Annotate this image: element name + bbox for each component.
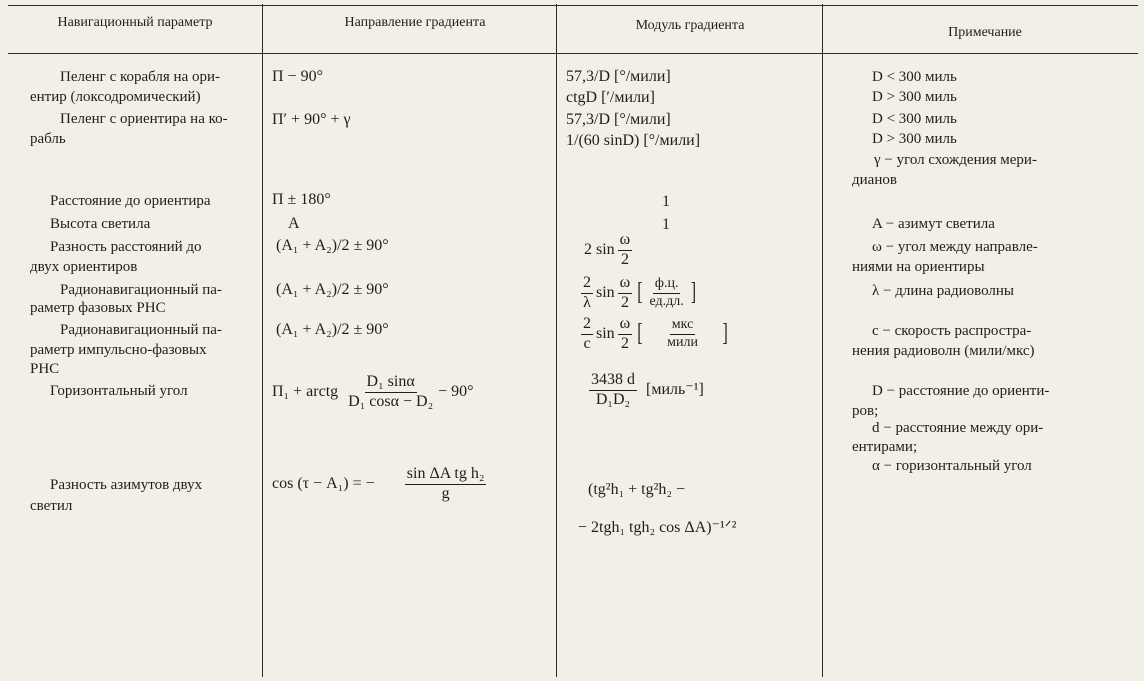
- direction-azimuth-difference: [272, 462, 514, 506]
- modulus-horizontal-angle-unit: [миль⁻¹]: [646, 381, 704, 398]
- modulus-pulse-phase-rns-unit-num: мкс: [670, 318, 696, 335]
- note-horizontal-angle: α − горизонтальный угол: [872, 458, 1032, 474]
- note-long-range-1: D > 300 миль: [872, 89, 957, 105]
- direction-azimuth-difference-lead: cos (τ − A₁) = −: [272, 475, 375, 492]
- modulus-horizontal-angle: [586, 368, 704, 412]
- note-angle-between-directions-line2: ниями на ориентиры: [852, 259, 985, 275]
- param-azimuth-difference-line2: светил: [30, 498, 73, 514]
- direction-bearing-ship: П − 90°: [272, 68, 323, 85]
- table-header-rule: [8, 53, 1138, 54]
- param-horizontal-angle: Горизонтальный угол: [50, 383, 188, 399]
- note-propagation-speed-line1: c − скорость распростра-: [872, 323, 1032, 339]
- modulus-azimuth-difference-line2: − 2tgh₁ tgh₂ cos ΔA)⁻¹ᐟ²: [578, 519, 737, 536]
- modulus-distance-difference-lead: 2 sin: [584, 241, 615, 258]
- direction-star-altitude: A: [288, 215, 300, 232]
- note-distance-between-landmarks-line2: ентирами;: [852, 439, 918, 455]
- param-bearing-landmark-line1: Пеленг с ориентира на ко-: [60, 111, 228, 127]
- direction-horizontal-angle-lead: П₁ + arctg: [272, 383, 339, 400]
- param-azimuth-difference-line1: Разность азимутов двух: [50, 477, 203, 493]
- param-bearing-ship-line2: ентир (локсодромический): [30, 89, 201, 105]
- direction-horizontal-angle-tail: − 90°: [438, 383, 474, 400]
- direction-horizontal-angle: [272, 370, 474, 414]
- param-distance: Расстояние до ориентира: [50, 193, 211, 209]
- modulus-pulse-phase-rns: [578, 315, 730, 353]
- note-propagation-speed-line2: нения радиоволн (мили/мкс): [852, 343, 1035, 359]
- modulus-horizontal-angle-numerator: 3438 d: [589, 372, 637, 391]
- param-distance-difference-line2: двух ориентиров: [30, 259, 138, 275]
- direction-distance-difference: (A₁ + A₂)/2 ± 90°: [276, 237, 389, 254]
- modulus-distance-difference: [584, 232, 635, 268]
- param-pulse-phase-rns-line2: раметр импульсно-фазовых: [30, 342, 207, 358]
- param-phase-rns-line1: Радионавигационный па-: [60, 282, 222, 298]
- modulus-phase-rns-num1: 2: [581, 275, 593, 294]
- modulus-phase-rns: [578, 274, 698, 312]
- modulus-pulse-phase-rns-bracket-open: [: [637, 319, 643, 347]
- direction-azimuth-difference-fraction: [381, 466, 511, 503]
- modulus-phase-rns-fraction1: [581, 275, 593, 312]
- modulus-bearing-ship-short: 57,3/D [°/мили]: [566, 68, 671, 85]
- modulus-azimuth-difference-line1: (tg²h₁ + tg²h₂ −: [588, 481, 686, 498]
- modulus-pulse-phase-rns-unit: [648, 318, 718, 350]
- modulus-bearing-ship-long: ctgD [′/мили]: [566, 89, 655, 106]
- modulus-pulse-phase-rns-den2: 2: [620, 334, 629, 352]
- modulus-distance-difference-numerator: ω: [618, 232, 633, 251]
- modulus-pulse-phase-rns-num1: 2: [581, 316, 593, 335]
- direction-horizontal-angle-fraction: [346, 374, 435, 411]
- modulus-pulse-phase-rns-unit-den: мили: [667, 334, 698, 350]
- direction-bearing-landmark: П′ + 90° + γ: [272, 111, 351, 128]
- modulus-distance: 1: [662, 193, 670, 210]
- column-divider-2: [556, 4, 557, 677]
- header-note: Примечание: [948, 25, 1022, 40]
- param-pulse-phase-rns-line1: Радионавигационный па-: [60, 322, 222, 338]
- header-gradient-modulus: Модуль градиента: [635, 18, 745, 33]
- modulus-phase-rns-sin: sin: [596, 284, 615, 301]
- modulus-phase-rns-bracket-open: [: [637, 278, 643, 306]
- modulus-bearing-landmark-long: 1/(60 sinD) [°/мили]: [566, 132, 701, 149]
- direction-phase-rns: (A₁ + A₂)/2 ± 90°: [276, 281, 389, 298]
- modulus-pulse-phase-rns-num2: ω: [618, 316, 633, 335]
- modulus-pulse-phase-rns-bracket-close: ]: [722, 319, 728, 347]
- header-gradient-direction: Направление градиента: [344, 15, 486, 30]
- note-star-azimuth: A − азимут светила: [872, 216, 995, 232]
- modulus-distance-difference-denominator: 2: [620, 250, 629, 268]
- note-short-range-1: D < 300 миль: [872, 69, 957, 85]
- param-pulse-phase-rns-line3: РНС: [30, 361, 60, 377]
- column-divider-3: [822, 4, 823, 677]
- param-star-altitude: Высота светила: [50, 216, 151, 232]
- modulus-horizontal-angle-fraction: [589, 372, 637, 409]
- modulus-phase-rns-unit: [648, 277, 686, 309]
- modulus-pulse-phase-rns-sin: sin: [596, 325, 615, 342]
- param-bearing-landmark-line2: рабль: [30, 131, 66, 147]
- param-phase-rns-line2: раметр фазовых РНС: [30, 300, 166, 316]
- modulus-pulse-phase-rns-fraction2: [618, 316, 633, 353]
- modulus-distance-difference-fraction: [618, 232, 633, 269]
- column-divider-1: [262, 4, 263, 677]
- header-nav-parameter: Навигационный параметр: [57, 15, 213, 30]
- direction-azimuth-difference-denominator: g: [441, 484, 450, 502]
- table-top-rule: [8, 5, 1138, 6]
- note-short-range-2: D < 300 миль: [872, 111, 957, 127]
- direction-horizontal-angle-denominator: D₁ cosα − D₂: [348, 392, 434, 410]
- modulus-phase-rns-den2: 2: [620, 293, 629, 311]
- param-distance-difference-line1: Разность расстояний до: [50, 239, 202, 255]
- modulus-phase-rns-unit-num: ф.ц.: [653, 277, 681, 294]
- note-meridian-convergence-line2: дианов: [852, 172, 897, 188]
- modulus-star-altitude: 1: [662, 216, 670, 233]
- modulus-phase-rns-den1: λ: [583, 293, 591, 311]
- modulus-bearing-landmark-short: 57,3/D [°/мили]: [566, 111, 671, 128]
- direction-azimuth-difference-numerator: sin ΔA tg h₂: [405, 466, 487, 485]
- modulus-horizontal-angle-denominator: D₁D₂: [595, 390, 631, 408]
- modulus-pulse-phase-rns-fraction1: [581, 316, 593, 353]
- note-long-range-2: D > 300 миль: [872, 131, 957, 147]
- direction-horizontal-angle-numerator: D₁ sinα: [365, 374, 417, 393]
- note-angle-between-directions-line1: ω − угол между направле-: [872, 239, 1038, 255]
- modulus-pulse-phase-rns-den1: c: [583, 334, 591, 352]
- direction-pulse-phase-rns: (A₁ + A₂)/2 ± 90°: [276, 321, 389, 338]
- modulus-phase-rns-num2: ω: [618, 275, 633, 294]
- direction-distance: П ± 180°: [272, 191, 331, 208]
- note-distance-to-landmark-line2: ров;: [852, 403, 879, 419]
- param-bearing-ship-line1: Пеленг с корабля на ори-: [60, 69, 221, 85]
- modulus-phase-rns-unit-den: ед.дл.: [649, 293, 684, 309]
- modulus-phase-rns-fraction2: [618, 275, 633, 312]
- note-wavelength: λ − длина радиоволны: [872, 283, 1015, 299]
- note-distance-to-landmark-line1: D − расстояние до ориенти-: [872, 383, 1050, 399]
- modulus-phase-rns-bracket-close: ]: [690, 278, 697, 306]
- note-meridian-convergence-line1: γ − угол схождения мери-: [874, 152, 1037, 168]
- note-distance-between-landmarks-line1: d − расстояние между ори-: [872, 420, 1044, 436]
